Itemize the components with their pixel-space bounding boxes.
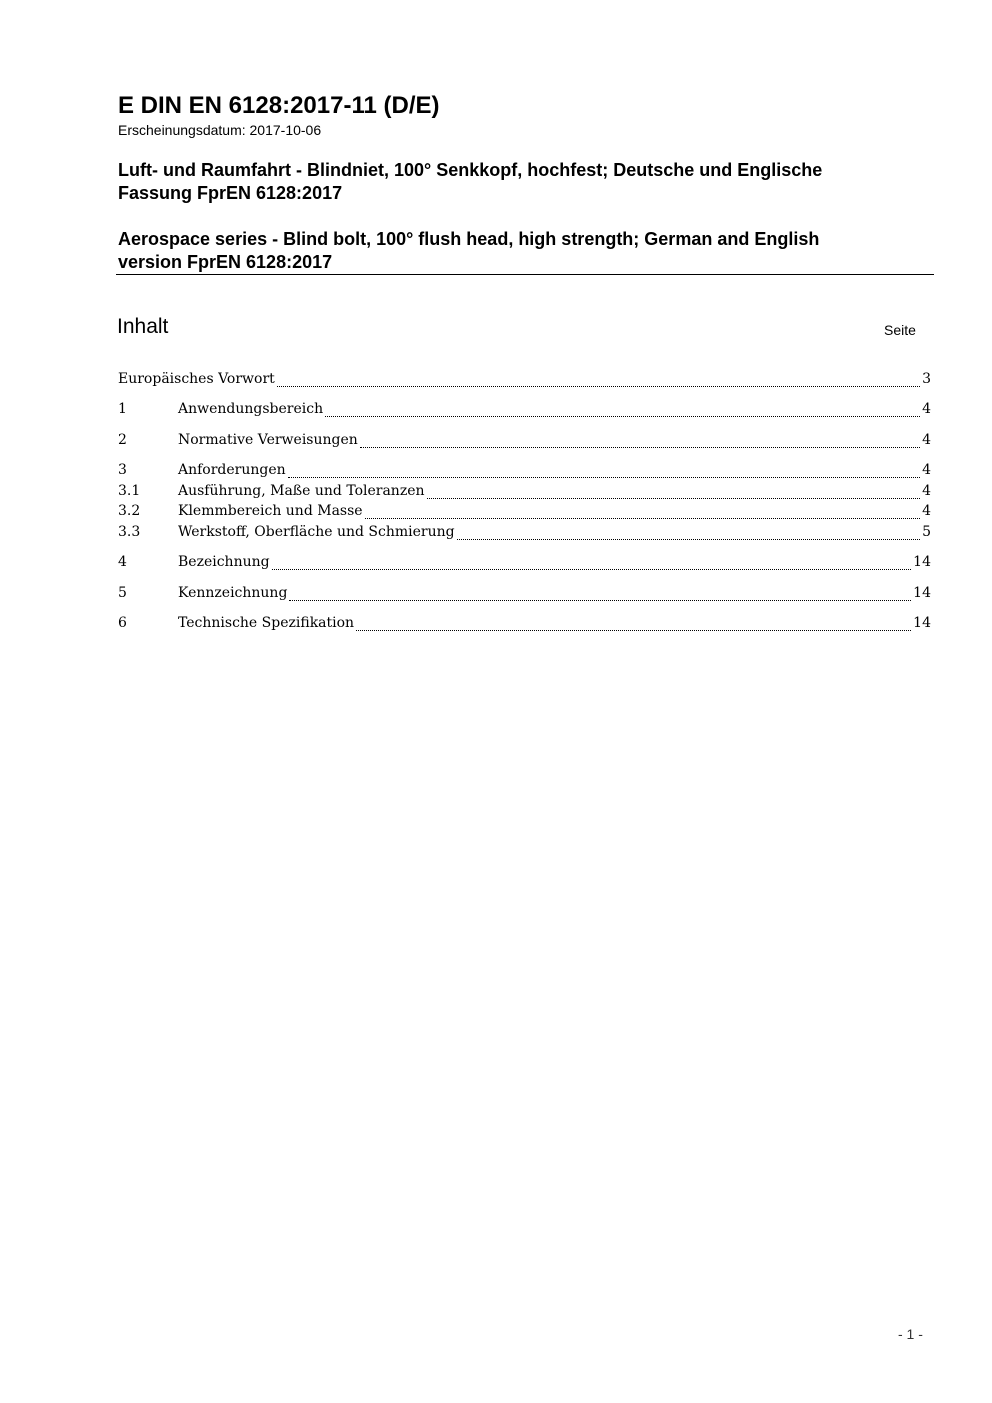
title-german-line-1: Luft- und Raumfahrt - Blindniet, 100° Senkkopf, hochfest; Deutsche und Englische bbox=[118, 160, 823, 180]
toc-entry-title: Anwendungsbereich bbox=[178, 401, 324, 417]
toc-leader-dots bbox=[272, 568, 912, 570]
toc-entry-page: 3 bbox=[922, 371, 931, 387]
toc-entry-title: Anforderungen bbox=[178, 462, 286, 478]
toc-leader-dots bbox=[360, 446, 920, 448]
toc-leader-dots bbox=[325, 415, 920, 417]
toc-entry-title: Europäisches Vorwort bbox=[118, 371, 275, 387]
toc-entry-title: Klemmbereich und Masse bbox=[178, 503, 363, 519]
page-number: - 1 - bbox=[898, 1326, 923, 1342]
toc-entry-title: Technische Spezifikation bbox=[178, 615, 355, 631]
toc-entry-title: Normative Verweisungen bbox=[178, 432, 358, 448]
toc-entry[interactable] bbox=[118, 371, 931, 391]
toc-entry-title: Bezeichnung bbox=[178, 554, 270, 570]
toc-entry-page: 14 bbox=[913, 585, 931, 601]
toc-entry-number: 3.1 bbox=[118, 483, 141, 499]
toc-entry-page: 14 bbox=[913, 554, 931, 570]
toc-entry-title: Kennzeichnung bbox=[178, 585, 288, 601]
toc-leader-dots bbox=[427, 497, 921, 499]
toc-leader-dots bbox=[457, 538, 920, 540]
toc-leader-dots bbox=[365, 517, 921, 519]
toc-entry-page: 4 bbox=[922, 432, 931, 448]
toc-entry-number: 3.3 bbox=[118, 524, 141, 540]
toc-entry[interactable] bbox=[118, 462, 931, 482]
toc-leader-dots bbox=[289, 599, 911, 601]
title-german bbox=[118, 159, 918, 205]
toc-entry-page: 5 bbox=[922, 524, 931, 540]
title-english-line-1: Aerospace series - Blind bolt, 100° flush head, high strength; German and English bbox=[118, 229, 820, 249]
toc-entry-number: 5 bbox=[118, 585, 127, 601]
toc-entry-page: 4 bbox=[922, 503, 931, 519]
toc-entry[interactable] bbox=[118, 524, 931, 544]
toc-entry[interactable] bbox=[118, 554, 931, 574]
toc-page-label: Seite bbox=[884, 322, 916, 338]
toc-leader-dots bbox=[356, 629, 911, 631]
toc-entry-number: 3.2 bbox=[118, 503, 141, 519]
toc-leader-dots bbox=[277, 385, 920, 387]
toc-entry-page: 14 bbox=[913, 615, 931, 631]
title-english bbox=[118, 228, 918, 274]
toc-entry-page: 4 bbox=[922, 462, 931, 478]
toc-entry[interactable] bbox=[118, 401, 931, 421]
toc-entry-number: 4 bbox=[118, 554, 127, 570]
toc-entry[interactable] bbox=[118, 503, 931, 523]
toc-entry-title: Ausführung, Maße und Toleranzen bbox=[178, 483, 425, 499]
toc-entry-number: 6 bbox=[118, 615, 127, 631]
document-id: E DIN EN 6128:2017-11 (D/E) bbox=[118, 92, 440, 119]
toc-leader-dots bbox=[288, 476, 920, 478]
header-divider bbox=[116, 274, 934, 275]
title-german-line-2: Fassung FprEN 6128:2017 bbox=[118, 183, 343, 203]
toc-entry-page: 4 bbox=[922, 401, 931, 417]
toc-entry[interactable] bbox=[118, 615, 931, 635]
title-english-line-2: version FprEN 6128:2017 bbox=[118, 252, 333, 272]
toc-heading: Inhalt bbox=[117, 315, 169, 338]
publication-date: Erscheinungsdatum: 2017-10-06 bbox=[118, 122, 322, 138]
toc-entry-number: 3 bbox=[118, 462, 127, 478]
toc-entry[interactable] bbox=[118, 432, 931, 452]
toc-entry[interactable] bbox=[118, 483, 931, 503]
toc-entry-number: 1 bbox=[118, 401, 127, 417]
toc-entry-number: 2 bbox=[118, 432, 127, 448]
toc-entry-title: Werkstoff, Oberfläche und Schmierung bbox=[178, 524, 455, 540]
toc-entry-page: 4 bbox=[922, 483, 931, 499]
toc-entry[interactable] bbox=[118, 585, 931, 605]
